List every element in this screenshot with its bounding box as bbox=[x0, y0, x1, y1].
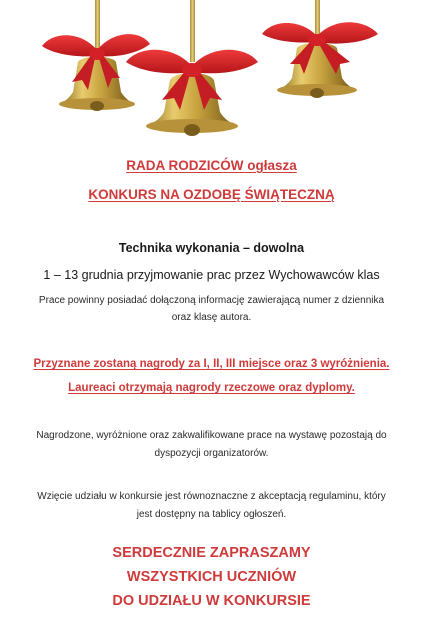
rules-line-2: jest dostępny na tablicy ogłoszeń. bbox=[136, 509, 287, 520]
info-line-2: oraz klasę autora. bbox=[171, 312, 252, 323]
dates-line: 1 – 13 grudnia przyjmowanie prac przez Wychowawców klas bbox=[43, 268, 380, 282]
closing-line-1: SERDECZNIE ZAPRASZAMY bbox=[112, 545, 311, 561]
exhibit-line-2: dyspozycji organizatorów. bbox=[154, 448, 269, 459]
closing-line-3: DO UDZIAŁU W KONKURSIE bbox=[112, 593, 311, 609]
prizes-line-2: Laureaci otrzymają nagrody rzeczowe oraz dyplomy. bbox=[68, 382, 355, 394]
technique-line: Technika wykonania – dowolna bbox=[118, 241, 305, 255]
header-announcement: RADA RODZICÓW ogłasza bbox=[126, 158, 297, 173]
closing-line-2: WSZYSTKICH UCZNIÓW bbox=[126, 569, 297, 585]
christmas-bells-icon bbox=[0, 0, 423, 145]
prizes-line-1: Przyznane zostaną nagrody za I, II, III miejsce oraz 3 wyróżnienia. bbox=[33, 358, 390, 370]
rules-line-1: Wzięcie udziału w konkursie jest równoznaczne z akceptacją regulaminu, który bbox=[37, 491, 386, 502]
exhibit-line-1: Nagrodzone, wyróżnione oraz zakwalifikowane prace na wystawę pozostają do bbox=[36, 430, 387, 441]
header-contest-title: KONKURS NA OZDOBĘ ŚWIĄTECZNĄ bbox=[88, 187, 335, 202]
bell-right bbox=[262, 22, 378, 98]
info-line-1: Prace powinny posiadać dołączoną informację zawierającą numer z dziennika bbox=[38, 295, 385, 306]
bell-center bbox=[126, 50, 258, 136]
